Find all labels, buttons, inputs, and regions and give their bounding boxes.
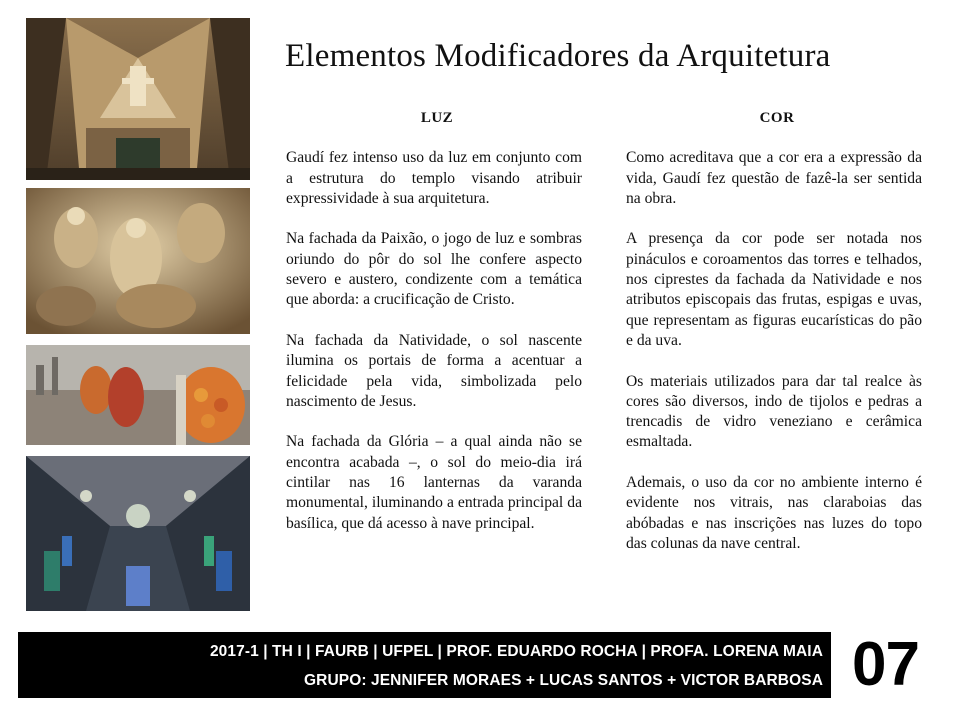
luz-heading: LUZ	[420, 110, 454, 126]
cor-paragraph-1: Como acreditava que a cor era a expressão da vida, Gaudí fez questão de fazê-la ser sentida na obra.	[626, 149, 922, 207]
cor-heading: COR	[759, 110, 795, 126]
luz-column	[286, 108, 582, 554]
luz-paragraph-3: Na fachada da Natividade, o sol nascente ilumina os portais de forma a acentuar a felicidade pela vida, simbolizada pelo nascimento de Jesus.	[286, 331, 582, 410]
luz-paragraph-1: Gaudí fez intenso uso da luz em conjunto com a estrutura do templo visando atribuir expressividade à sua arquitetura.	[286, 149, 582, 207]
footer-group-members: GRUPO: JENNIFER MORAES + LUCAS SANTOS + VICTOR BARBOSA	[304, 672, 823, 689]
nativity-sculptures-photo	[26, 188, 250, 334]
page-number: 07	[852, 630, 919, 699]
footer-bar	[18, 632, 831, 698]
cor-column	[626, 108, 922, 575]
cor-paragraph-4: Ademais, o uso da cor no ambiente interno é evidente nos vitrais, nas claraboias das abóbadas e nas inscrições nas luzes do topo das colunas da nave central.	[626, 474, 922, 552]
cor-paragraph-3: Os materiais utilizados para dar tal realce às cores são diversos, indo de tijolos e pedras a trencadis de vidro veneziano e cerâmica esmaltada.	[626, 372, 922, 451]
colored-pinnacles-photo	[26, 345, 250, 445]
footer-course-info: 2017-1 | TH I | FAURB | UFPEL | PROF. EDUARDO ROCHA | PROFA. LORENA MAIA	[209, 643, 823, 660]
luz-paragraph-2: Na fachada da Paixão, o jogo de luz e sombras oriundo do pôr do sol lhe confere aspecto severo e austero, condizente com a temática que aborda: a crucificação de Cristo.	[286, 230, 582, 309]
passion-facade-photo	[26, 18, 250, 180]
cor-paragraph-2: A presença da cor pode ser notada nos pináculos e coroamentos das torres e telhados, nos ciprestes da fachada da Natividade e nos atributos episcopais das frutas, espigas e uvas, que representam as figuras eucarísticas do pão e da uva.	[626, 230, 922, 349]
luz-paragraph-4: Na fachada da Glória – a qual ainda não se encontra acabada –, o sol do meio-dia irá cintilar nas 16 lanternas da varanda monumental, iluminando a entrada principal da basílica, que dá acesso à nave principal.	[286, 433, 582, 532]
nave-interior-photo	[26, 456, 250, 611]
page-title: Elementos Modificadores da Arquitetura	[285, 38, 831, 74]
